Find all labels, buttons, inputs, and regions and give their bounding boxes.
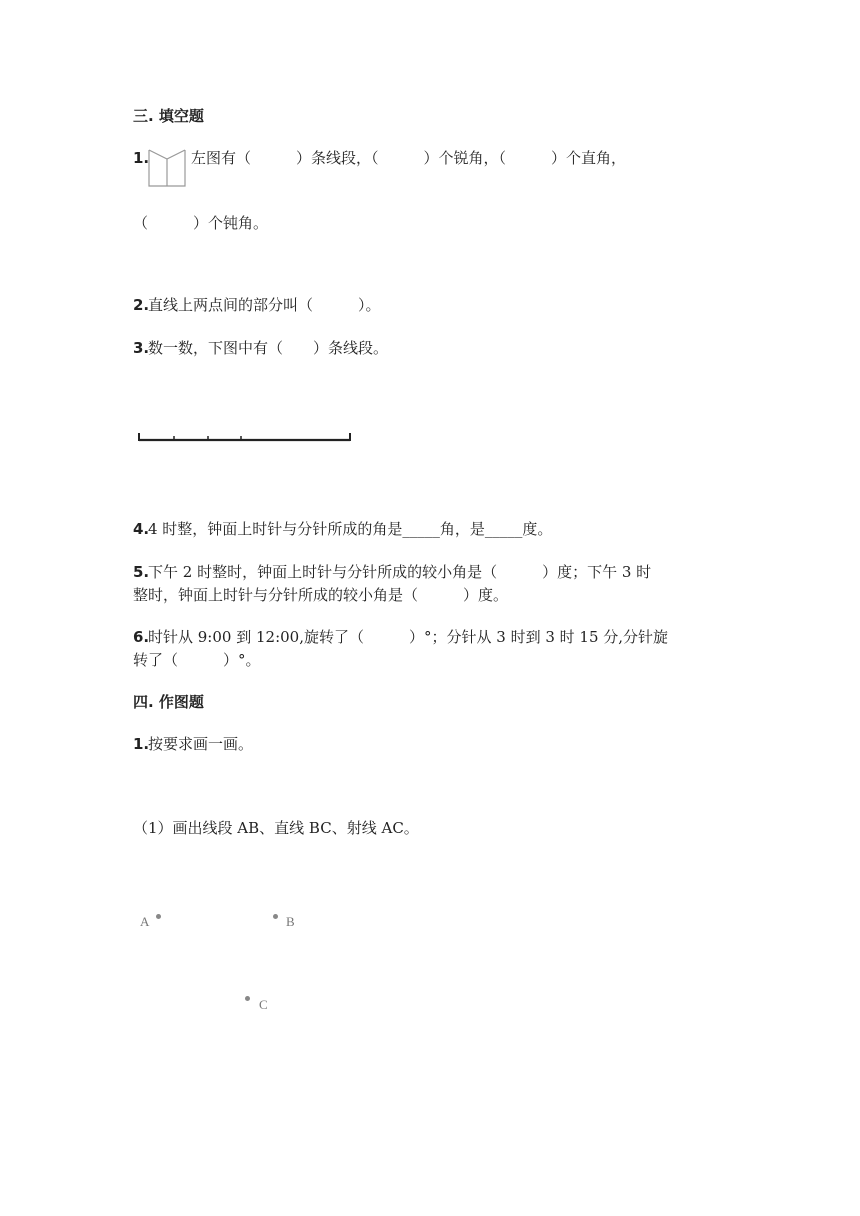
book-figure-icon [147,146,187,188]
question-number: 4. [133,520,150,538]
question-number: 5. [133,563,150,581]
question-number: 1. [133,735,150,753]
question-number: 1. [133,149,150,167]
question-text-line-1: 下午 2 时整时，钟面上时针与分针所成的较小角是（ ）度；下午 3 时 [148,563,652,581]
point-a-label: A [140,914,150,929]
question-text-line-2: 转了（ ）°。 [133,651,261,669]
section-3-heading: 三. 填空题 [133,107,204,125]
question-text: 按要求画一画。 [148,735,254,753]
point-a-dot [156,914,161,919]
section-4-heading: 四. 作图题 [133,693,204,711]
question-text: 数一数，下图中有（ ）条线段。 [148,339,389,357]
question-text: 左图有（ ）条线段，（ ）个锐角，（ ）个直角， [191,149,627,167]
question-text: 直线上两点间的部分叫（ ）。 [148,296,381,314]
question-text: 4 时整，钟面上时针与分针所成的角是_____角，是_____度。 [148,520,553,538]
question-text-continued: （ ）个钝角。 [133,214,269,232]
point-b-dot [273,914,278,919]
question-text-line-1: 时针从 9:00 到 12:00,旋转了（ ）°；分针从 3 时到 3 时 15 分,分针旋 [148,628,669,646]
question-number: 3. [133,339,150,357]
sub-question-text: （1）画出线段 AB、直线 BC、射线 AC。 [133,819,419,837]
question-text-line-2: 整时，钟面上时针与分针所成的较小角是（ ）度。 [133,586,509,604]
question-number: 2. [133,296,150,314]
point-b-label: B [286,914,295,929]
point-c-dot [245,996,250,1001]
segment-ticks-icon [136,430,354,444]
question-number: 6. [133,628,150,646]
point-c-label: C [259,997,268,1012]
